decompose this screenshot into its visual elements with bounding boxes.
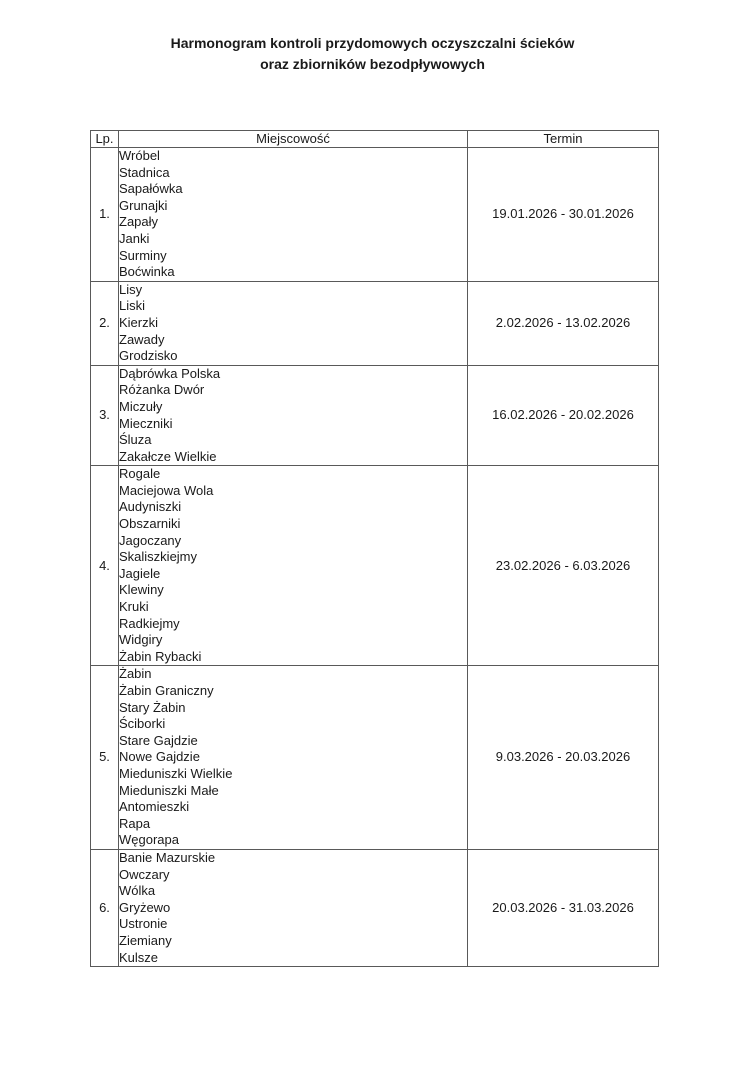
place-line: Radkiejmy <box>119 615 180 631</box>
place-line: Kulsze <box>119 949 159 965</box>
place-line: Grodzisko <box>119 348 178 364</box>
document-title <box>0 33 745 75</box>
place-line: Liski <box>119 298 146 314</box>
place-line: Zapały <box>119 214 159 230</box>
place-line: Owczary <box>119 866 170 882</box>
place-line: Nowe Gajdzie <box>119 749 200 765</box>
place-line: Wólka <box>119 883 156 899</box>
document-title-line2: oraz zbiorników bezodpływowych <box>260 56 485 72</box>
termin-cell: 20.03.2026 - 31.03.2026 <box>468 849 659 966</box>
header-cell-lp: Lp. <box>91 131 119 148</box>
place-line: Jagiele <box>119 565 161 581</box>
place-line: Ściborki <box>119 716 166 732</box>
place-line: Śluza <box>119 432 152 448</box>
place-line: Stare Gajdzie <box>119 732 198 748</box>
header-cell-termin: Termin <box>468 131 659 148</box>
place-line: Ustronie <box>119 916 168 932</box>
header-cell-miejscowosc: Miejscowość <box>119 131 468 148</box>
place-line: Żabin Graniczny <box>119 683 214 698</box>
place-line: Stadnica <box>119 164 170 180</box>
place-line: Sapałówka <box>119 181 183 197</box>
places-cell <box>119 666 468 850</box>
table-header-row <box>91 131 659 148</box>
document-page <box>0 33 745 1086</box>
place-line: Mieduniszki Małe <box>119 782 219 798</box>
places-cell <box>119 365 468 466</box>
place-line: Surminy <box>119 247 167 263</box>
places-cell <box>119 849 468 966</box>
place-line: Zawady <box>119 331 165 347</box>
table-row <box>91 666 659 850</box>
place-line: Dąbrówka Polska <box>119 365 221 381</box>
places-cell <box>119 148 468 282</box>
place-line: Żabin <box>119 666 152 682</box>
document-title-line1: Harmonogram kontroli przydomowych oczyszczalni ścieków <box>170 35 575 51</box>
table-row <box>91 148 659 282</box>
row-number-cell: 1. <box>91 148 119 282</box>
place-line: Kierzki <box>119 314 159 330</box>
place-line: Gryżewo <box>119 899 171 915</box>
place-line: Rogale <box>119 466 161 482</box>
place-line: Widgiry <box>119 632 163 648</box>
termin-cell: 23.02.2026 - 6.03.2026 <box>468 466 659 666</box>
place-line: Skaliszkiejmy <box>119 549 198 565</box>
place-line: Zakałcze Wielkie <box>119 448 217 464</box>
termin-cell: 16.02.2026 - 20.02.2026 <box>468 365 659 466</box>
place-line: Audyniszki <box>119 499 182 515</box>
place-line: Lisy <box>119 281 143 297</box>
termin-cell: 9.03.2026 - 20.03.2026 <box>468 666 659 850</box>
place-line: Jagoczany <box>119 532 182 548</box>
place-line: Różanka Dwór <box>119 382 205 398</box>
place-line: Antomieszki <box>119 799 190 815</box>
place-line: Ziemiany <box>119 932 172 948</box>
place-line: Miczuły <box>119 398 163 414</box>
place-line: Mieduniszki Wielkie <box>119 765 233 781</box>
places-cell <box>119 281 468 365</box>
place-line: Kruki <box>119 599 149 615</box>
row-number-cell: 4. <box>91 466 119 666</box>
table-row <box>91 849 659 966</box>
place-line: Stary Żabin <box>119 699 186 715</box>
place-line: Grunajki <box>119 197 168 213</box>
schedule-table <box>90 130 659 967</box>
place-line: Banie Mazurskie <box>119 849 216 865</box>
termin-cell: 19.01.2026 - 30.01.2026 <box>468 148 659 282</box>
table-row <box>91 281 659 365</box>
place-line: Żabin Rybacki <box>119 648 202 664</box>
place-line: Rapa <box>119 815 151 831</box>
place-line: Maciejowa Wola <box>119 482 214 498</box>
row-number-cell: 5. <box>91 666 119 850</box>
place-line: Mieczniki <box>119 415 173 431</box>
row-number-cell: 2. <box>91 281 119 365</box>
place-line: Wróbel <box>119 148 160 163</box>
place-line: Boćwinka <box>119 264 175 280</box>
places-cell <box>119 466 468 666</box>
table-row <box>91 365 659 466</box>
termin-cell: 2.02.2026 - 13.02.2026 <box>468 281 659 365</box>
place-line: Węgorapa <box>119 832 179 848</box>
place-line: Obszarniki <box>119 516 181 532</box>
row-number-cell: 3. <box>91 365 119 466</box>
place-line: Janki <box>119 230 150 246</box>
table-row <box>91 466 659 666</box>
row-number-cell: 6. <box>91 849 119 966</box>
table-body <box>91 148 659 967</box>
place-line: Klewiny <box>119 582 164 598</box>
